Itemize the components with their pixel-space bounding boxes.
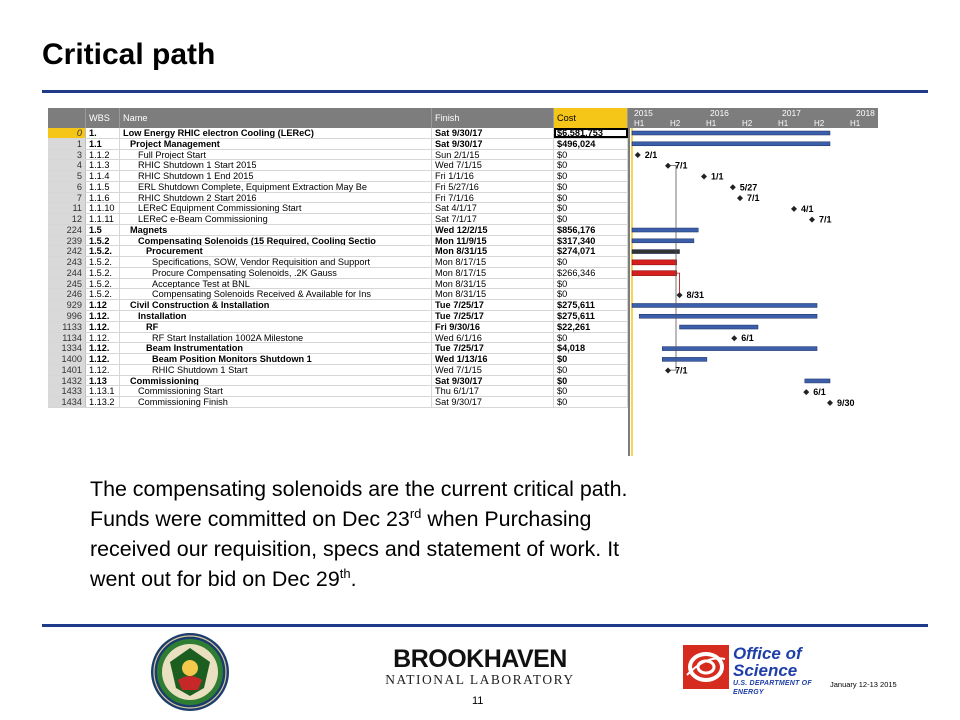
body-line xyxy=(90,564,850,594)
row-cost-cell: $0 xyxy=(554,193,628,203)
row-finish-cell: Thu 6/1/17 xyxy=(432,386,554,396)
body-line4-sup: th xyxy=(339,565,351,581)
row-cost-cell: $6,581,753 xyxy=(554,128,628,138)
row-finish-cell: Fri 1/1/16 xyxy=(432,171,554,181)
doe-seal-logo xyxy=(150,632,230,712)
table-row[interactable] xyxy=(48,128,628,139)
gantt-milestone-label: 4/1 xyxy=(801,203,814,214)
row-cost-cell: $22,261 xyxy=(554,322,628,332)
row-finish-cell: Mon 11/9/15 xyxy=(432,236,554,246)
gantt-milestone-label: 7/1 xyxy=(819,214,832,225)
gantt-milestone xyxy=(677,292,683,298)
row-wbs-cell: 1.1.11 xyxy=(86,214,120,224)
row-cost-cell: $275,611 xyxy=(554,311,628,321)
row-finish-cell: Tue 7/25/17 xyxy=(432,311,554,321)
table-row[interactable] xyxy=(48,397,628,408)
row-cost-cell: $266,346 xyxy=(554,268,628,278)
table-row[interactable] xyxy=(48,279,628,290)
body-line xyxy=(90,504,850,534)
row-name-cell: ERL Shutdown Complete, Equipment Extraction May Be xyxy=(120,182,432,192)
gantt-milestone-label: 9/30 xyxy=(837,397,855,408)
row-wbs-cell: 1.12. xyxy=(86,333,120,343)
gantt-milestone xyxy=(809,217,815,223)
row-finish-cell: Sat 9/30/17 xyxy=(432,139,554,149)
row-id-cell: 1133 xyxy=(48,322,86,332)
gantt-year-label: 2017 xyxy=(782,108,801,118)
row-cost-cell: $317,340 xyxy=(554,236,628,246)
row-finish-cell: Wed 12/2/15 xyxy=(432,225,554,235)
table-row[interactable] xyxy=(48,150,628,161)
row-name-cell: RF Start Installation 1002A Milestone xyxy=(120,333,432,343)
gantt-critical-bar xyxy=(632,271,677,276)
row-wbs-cell: 1. xyxy=(86,128,120,138)
row-cost-cell: $0 xyxy=(554,386,628,396)
row-name-cell: Acceptance Test at BNL xyxy=(120,279,432,289)
body-line2-text: Funds were committed on Dec 23 xyxy=(90,507,410,531)
row-name-cell: Project Management xyxy=(120,139,432,149)
table-row[interactable] xyxy=(48,182,628,193)
row-id-cell: 0 xyxy=(48,128,86,138)
gantt-milestone-label: 1/1 xyxy=(711,171,724,182)
row-wbs-cell: 1.1.2 xyxy=(86,150,120,160)
row-wbs-cell: 1.12. xyxy=(86,365,120,375)
title-rule xyxy=(42,90,928,93)
body-line4-text: went out for bid on Dec 29 xyxy=(90,567,340,591)
gantt-milestone-label: 6/1 xyxy=(741,333,754,344)
gantt-summary-bar xyxy=(632,228,698,232)
row-wbs-cell: 1.5.2. xyxy=(86,279,120,289)
gantt-milestone xyxy=(827,400,833,406)
gantt-half-label: H1 xyxy=(778,119,789,128)
table-row[interactable] xyxy=(48,376,628,387)
gantt-half-label: H2 xyxy=(670,119,681,128)
table-body xyxy=(48,128,628,408)
row-cost-cell: $0 xyxy=(554,365,628,375)
row-id-cell: 239 xyxy=(48,236,86,246)
gantt-summary-bar xyxy=(632,142,830,146)
row-name-cell: Magnets xyxy=(120,225,432,235)
gantt-milestone-label: 5/27 xyxy=(739,182,758,193)
row-finish-cell: Mon 8/31/15 xyxy=(432,279,554,289)
row-id-cell: 224 xyxy=(48,225,86,235)
gantt-milestone-label: 7/1 xyxy=(675,365,688,376)
table-row[interactable] xyxy=(48,386,628,397)
gantt-summary-bar xyxy=(632,239,694,243)
row-id-cell: 1400 xyxy=(48,354,86,364)
row-name-cell: Full Project Start xyxy=(120,150,432,160)
table-row[interactable] xyxy=(48,333,628,344)
gantt-critical-link xyxy=(677,273,680,293)
table-row[interactable] xyxy=(48,289,628,300)
row-id-cell: 246 xyxy=(48,289,86,299)
brookhaven-logo-line2: NATIONAL LABORATORY xyxy=(385,672,575,687)
gantt-year-label: 2016 xyxy=(710,108,729,118)
gantt-half-label: H2 xyxy=(742,119,753,128)
gantt-milestone-label: 6/1 xyxy=(813,387,826,398)
row-wbs-cell: 1.5.2. xyxy=(86,246,120,256)
body-text xyxy=(90,474,850,594)
row-name-cell: RHIC Shutdown 1 Start 2015 xyxy=(120,160,432,170)
row-id-cell: 12 xyxy=(48,214,86,224)
row-wbs-cell: 1.5.2. xyxy=(86,268,120,278)
row-finish-cell: Sat 9/30/17 xyxy=(432,128,554,138)
table-row[interactable] xyxy=(48,193,628,204)
sci-line1: Office of xyxy=(733,644,802,663)
office-of-science-logo xyxy=(683,644,823,696)
table-row[interactable] xyxy=(48,268,628,279)
gantt-milestone-label: 2/1 xyxy=(644,149,658,160)
row-finish-cell: Mon 8/31/15 xyxy=(432,246,554,256)
row-wbs-cell: 1.1.5 xyxy=(86,182,120,192)
row-cost-cell: $0 xyxy=(554,279,628,289)
task-table xyxy=(48,108,628,456)
gantt-critical-bar xyxy=(632,260,677,265)
row-finish-cell: Sat 9/30/17 xyxy=(432,397,554,407)
table-row[interactable] xyxy=(48,300,628,311)
row-name-cell: Commissioning Start xyxy=(120,386,432,396)
gantt-milestone xyxy=(701,174,707,180)
row-cost-cell: $0 xyxy=(554,160,628,170)
header-wbs: WBS xyxy=(86,108,120,128)
gantt-summary-bar xyxy=(632,250,680,254)
row-name-cell: RHIC Shutdown 1 End 2015 xyxy=(120,171,432,181)
row-wbs-cell: 1.1.3 xyxy=(86,160,120,170)
table-row[interactable] xyxy=(48,225,628,236)
row-id-cell: 996 xyxy=(48,311,86,321)
row-name-cell: Commissioning xyxy=(120,376,432,386)
row-finish-cell: Wed 7/1/15 xyxy=(432,365,554,375)
brookhaven-logo xyxy=(385,646,575,692)
table-row[interactable] xyxy=(48,171,628,182)
row-finish-cell: Wed 6/1/16 xyxy=(432,333,554,343)
row-id-cell: 243 xyxy=(48,257,86,267)
table-row[interactable] xyxy=(48,203,628,214)
row-wbs-cell: 1.1.10 xyxy=(86,203,120,213)
gantt-summary-bar xyxy=(662,347,817,351)
gantt-summary-bar xyxy=(662,357,707,361)
row-cost-cell: $275,611 xyxy=(554,300,628,310)
row-name-cell: Procurement xyxy=(120,246,432,256)
office-of-science-text xyxy=(733,645,825,697)
table-header xyxy=(48,108,628,128)
row-id-cell: 7 xyxy=(48,193,86,203)
row-wbs-cell: 1.12 xyxy=(86,300,120,310)
gantt-milestone xyxy=(803,389,809,395)
row-name-cell: Beam Instrumentation xyxy=(120,343,432,353)
gantt-milestone-label: 8/31 xyxy=(686,290,705,301)
row-name-cell: RHIC Shutdown 1 Start xyxy=(120,365,432,375)
header-id xyxy=(48,108,86,128)
row-wbs-cell: 1.1 xyxy=(86,139,120,149)
page-number: 11 xyxy=(472,695,484,707)
sci-line2: Science xyxy=(733,661,798,680)
gantt-summary-bar xyxy=(632,303,817,307)
row-finish-cell: Wed 7/1/15 xyxy=(432,160,554,170)
table-row[interactable] xyxy=(48,343,628,354)
header-name: Name xyxy=(120,108,432,128)
row-id-cell: 1432 xyxy=(48,376,86,386)
row-name-cell: LEReC Equipment Commissioning Start xyxy=(120,203,432,213)
row-cost-cell: $0 xyxy=(554,182,628,192)
row-wbs-cell: 1.5 xyxy=(86,225,120,235)
gantt-year-label: 2015 xyxy=(634,108,653,118)
body-line xyxy=(90,474,850,504)
row-id-cell: 1434 xyxy=(48,397,86,407)
gantt-chart xyxy=(628,108,878,456)
row-cost-cell: $496,024 xyxy=(554,139,628,149)
sci-line3: U.S. DEPARTMENT OF ENERGY xyxy=(733,680,812,696)
row-id-cell: 1 xyxy=(48,139,86,149)
footer-date: January 12-13 2015 xyxy=(830,680,897,689)
row-cost-cell: $0 xyxy=(554,171,628,181)
row-id-cell: 1134 xyxy=(48,333,86,343)
row-id-cell: 4 xyxy=(48,160,86,170)
gantt-header-bg xyxy=(630,108,878,128)
row-name-cell: Compensating Solenoids Received & Available for Ins xyxy=(120,289,432,299)
row-finish-cell: Tue 7/25/17 xyxy=(432,300,554,310)
gantt-svg xyxy=(630,108,878,456)
row-wbs-cell: 1.13 xyxy=(86,376,120,386)
gantt-milestone xyxy=(731,335,737,341)
row-name-cell: LEReC e-Beam Commissioning xyxy=(120,214,432,224)
row-id-cell: 1334 xyxy=(48,343,86,353)
row-finish-cell: Wed 1/13/16 xyxy=(432,354,554,364)
row-wbs-cell: 1.12. xyxy=(86,354,120,364)
row-id-cell: 1401 xyxy=(48,365,86,375)
row-id-cell: 245 xyxy=(48,279,86,289)
row-cost-cell: $274,071 xyxy=(554,246,628,256)
table-row[interactable] xyxy=(48,236,628,247)
row-id-cell: 244 xyxy=(48,268,86,278)
row-finish-cell: Sat 4/1/17 xyxy=(432,203,554,213)
gantt-summary-bar xyxy=(632,131,830,135)
body-line1-text: The compensating solenoids are the current critical path. xyxy=(90,477,628,501)
project-schedule-screenshot xyxy=(48,108,878,456)
row-finish-cell: Mon 8/17/15 xyxy=(432,268,554,278)
gantt-milestone xyxy=(791,206,797,212)
row-name-cell: Commissioning Finish xyxy=(120,397,432,407)
table-row[interactable] xyxy=(48,139,628,150)
row-finish-cell: Tue 7/25/17 xyxy=(432,343,554,353)
row-name-cell: Civil Construction & Installation xyxy=(120,300,432,310)
row-name-cell: Beam Position Monitors Shutdown 1 xyxy=(120,354,432,364)
row-cost-cell: $856,176 xyxy=(554,225,628,235)
gantt-year-label: 2018 xyxy=(856,108,875,118)
body-line2-sup: rd xyxy=(409,505,422,521)
body-line2-tail: when Purchasing xyxy=(421,507,592,531)
gantt-milestone xyxy=(635,152,641,158)
row-name-cell: RF xyxy=(120,322,432,332)
table-row[interactable] xyxy=(48,160,628,171)
row-cost-cell: $0 xyxy=(554,376,628,386)
gantt-summary-bar xyxy=(680,325,758,329)
row-wbs-cell: 1.5.2. xyxy=(86,257,120,267)
row-id-cell: 6 xyxy=(48,182,86,192)
row-wbs-cell: 1.13.2 xyxy=(86,397,120,407)
row-finish-cell: Sat 9/30/17 xyxy=(432,376,554,386)
row-name-cell: Compensating Solenoids (15 Required, Cooling Sectio xyxy=(120,236,432,246)
row-wbs-cell: 1.12. xyxy=(86,311,120,321)
table-row[interactable] xyxy=(48,311,628,322)
row-id-cell: 929 xyxy=(48,300,86,310)
row-cost-cell: $0 xyxy=(554,203,628,213)
gantt-milestone xyxy=(730,184,736,190)
table-row[interactable] xyxy=(48,365,628,376)
brookhaven-logo-line1: BROOKHAVEN xyxy=(393,645,567,673)
row-wbs-cell: 1.5.2. xyxy=(86,289,120,299)
slide-title: Critical path xyxy=(42,38,216,71)
table-row[interactable] xyxy=(48,354,628,365)
gantt-half-label: H1 xyxy=(634,119,645,128)
row-cost-cell: $0 xyxy=(554,333,628,343)
row-name-cell: Installation xyxy=(120,311,432,321)
row-cost-cell: $4,018 xyxy=(554,343,628,353)
body-line3-text: received our requisition, specs and statement of work. It xyxy=(90,537,620,561)
row-cost-cell: $0 xyxy=(554,257,628,267)
row-name-cell: Procure Compensating Solenoids, .2K Gauss xyxy=(120,268,432,278)
row-wbs-cell: 1.12. xyxy=(86,343,120,353)
gantt-milestone xyxy=(665,163,671,169)
table-row[interactable] xyxy=(48,257,628,268)
header-cost: Cost xyxy=(554,108,628,128)
table-row[interactable] xyxy=(48,322,628,333)
gantt-half-label: H2 xyxy=(814,119,825,128)
row-id-cell: 1433 xyxy=(48,386,86,396)
row-finish-cell: Mon 8/17/15 xyxy=(432,257,554,267)
row-finish-cell: Fri 9/30/16 xyxy=(432,322,554,332)
gantt-summary-bar xyxy=(639,314,817,318)
row-id-cell: 242 xyxy=(48,246,86,256)
row-finish-cell: Mon 8/31/15 xyxy=(432,289,554,299)
gantt-half-label: H1 xyxy=(706,119,717,128)
row-name-cell: Low Energy RHIC electron Cooling (LEReC) xyxy=(120,128,432,138)
row-finish-cell: Sun 2/1/15 xyxy=(432,150,554,160)
row-wbs-cell: 1.5.2 xyxy=(86,236,120,246)
gantt-milestone-label: 7/1 xyxy=(675,160,688,171)
row-finish-cell: Fri 5/27/16 xyxy=(432,182,554,192)
header-finish: Finish xyxy=(432,108,554,128)
row-finish-cell: Sat 7/1/17 xyxy=(432,214,554,224)
gantt-summary-bar xyxy=(805,379,830,383)
footer-rule xyxy=(42,624,928,627)
row-name-cell: RHIC Shutdown 2 Start 2016 xyxy=(120,193,432,203)
row-wbs-cell: 1.1.4 xyxy=(86,171,120,181)
body-line4-tail: . xyxy=(350,567,357,591)
row-cost-cell: $0 xyxy=(554,150,628,160)
row-cost-cell: $0 xyxy=(554,354,628,364)
row-name-cell: Specifications, SOW, Vendor Requisition and Support xyxy=(120,257,432,267)
row-wbs-cell: 1.1.6 xyxy=(86,193,120,203)
body-line xyxy=(90,534,850,564)
row-id-cell: 3 xyxy=(48,150,86,160)
table-row[interactable] xyxy=(48,214,628,225)
row-wbs-cell: 1.12. xyxy=(86,322,120,332)
office-of-science-icon xyxy=(683,645,729,689)
gantt-half-label: H1 xyxy=(850,119,861,128)
row-wbs-cell: 1.13.1 xyxy=(86,386,120,396)
gantt-milestone xyxy=(737,195,743,201)
row-id-cell: 11 xyxy=(48,203,86,213)
row-cost-cell: $0 xyxy=(554,289,628,299)
row-id-cell: 5 xyxy=(48,171,86,181)
gantt-milestone-label: 7/1 xyxy=(747,193,760,204)
row-finish-cell: Fri 7/1/16 xyxy=(432,193,554,203)
gantt-dependency-line xyxy=(670,165,676,370)
row-cost-cell: $0 xyxy=(554,397,628,407)
row-cost-cell: $0 xyxy=(554,214,628,224)
table-row[interactable] xyxy=(48,246,628,257)
